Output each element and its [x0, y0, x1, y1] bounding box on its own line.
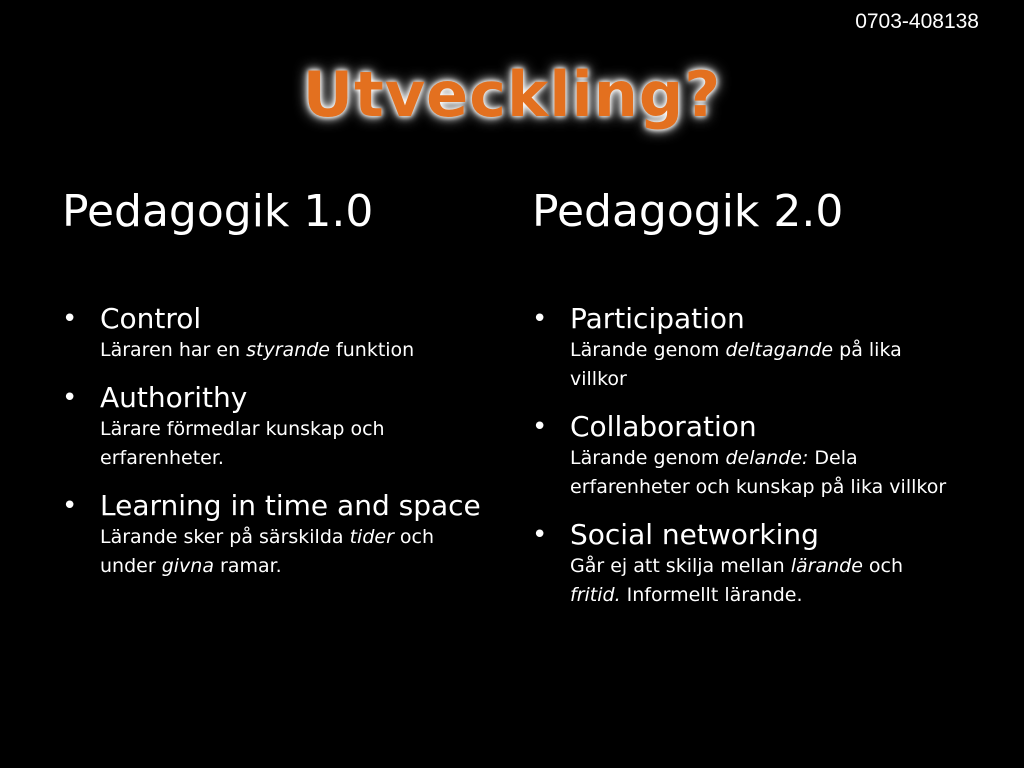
bullet-title: Learning in time and space	[100, 489, 481, 522]
bullet-item	[62, 302, 482, 365]
bullet-item	[532, 410, 952, 502]
description-text: Lärare förmedlar kunskap och erfarenheter.	[100, 418, 385, 469]
bullet-title: Social networking	[570, 518, 819, 551]
slide-title: Utveckling?	[302, 58, 722, 131]
right-bullet-list	[532, 302, 952, 610]
bullet-marker: •	[62, 491, 78, 521]
description-text: Lärande genom	[570, 447, 726, 469]
phone-number: 0703-408138	[855, 10, 979, 33]
bullet-marker: •	[62, 383, 78, 413]
bullet-item	[532, 302, 952, 394]
left-column	[62, 186, 482, 597]
description-text: och	[862, 555, 904, 577]
bullet-title: Collaboration	[570, 410, 757, 443]
description-text: Lärande sker på särskilda	[100, 526, 350, 548]
bullet-marker: •	[532, 520, 548, 550]
description-text: Dela erfarenheter och kunskap på lika villkor	[570, 447, 947, 498]
emphasis-text: tider	[349, 526, 394, 548]
bullet-description	[570, 552, 952, 610]
bullet-item	[62, 489, 482, 581]
right-column	[532, 186, 952, 626]
right-column-heading: Pedagogik 2.0	[532, 186, 844, 237]
emphasis-text: delande:	[725, 447, 809, 469]
bullet-description	[570, 336, 952, 394]
bullet-title: Authorithy	[100, 381, 248, 414]
bullet-marker: •	[62, 304, 78, 334]
description-text: funktion	[330, 339, 415, 361]
bullet-marker: •	[532, 304, 548, 334]
description-text: Går ej att skilja mellan	[570, 555, 791, 577]
bullet-title: Control	[100, 302, 202, 335]
bullet-marker: •	[532, 412, 548, 442]
bullet-item	[62, 381, 482, 473]
emphasis-text: styrande	[246, 339, 330, 361]
bullet-description	[100, 415, 482, 473]
bullet-title: Participation	[570, 302, 745, 335]
left-column-heading: Pedagogik 1.0	[62, 186, 374, 237]
left-bullet-list	[62, 302, 482, 581]
emphasis-text: deltagande	[725, 339, 834, 361]
description-text: Lärande genom	[570, 339, 726, 361]
emphasis-text: givna	[161, 555, 214, 577]
emphasis-text: fritid.	[570, 584, 621, 606]
bullet-description	[100, 523, 482, 581]
bullet-description	[570, 444, 952, 502]
description-text: på lika villkor	[570, 339, 902, 390]
description-text: och under	[100, 526, 435, 577]
emphasis-text: lärande	[790, 555, 863, 577]
description-text: ramar.	[213, 555, 282, 577]
bullet-item	[532, 518, 952, 610]
description-text: Läraren har en	[100, 339, 247, 361]
bullet-description	[100, 336, 482, 365]
description-text: Informellt lärande.	[620, 584, 803, 606]
